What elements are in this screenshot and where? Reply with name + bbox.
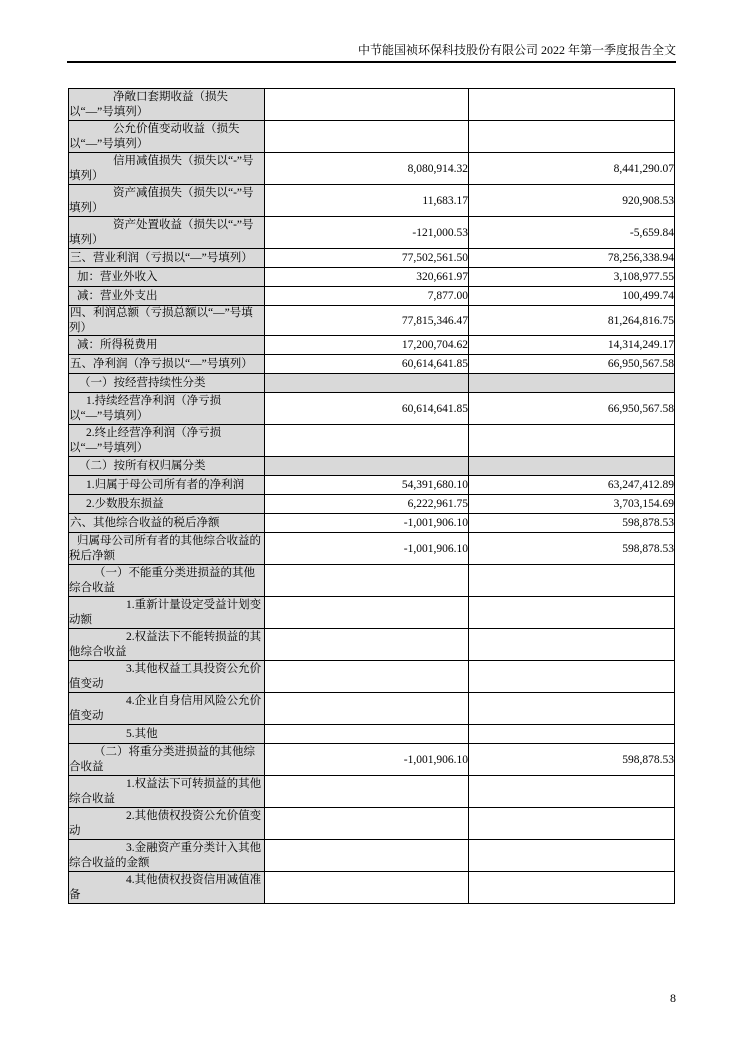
report-title: 中节能国祯环保科技股份有限公司 2022 年第一季度报告全文 (357, 43, 676, 57)
row-label: 2.终止经营净利润（净亏损以“—”号填列） (69, 427, 222, 454)
row-label-cell (69, 808, 265, 840)
row-label-cell (69, 514, 265, 533)
row-label-cell (69, 457, 265, 476)
row-value-prior-period: 81,264,816.75 (469, 306, 675, 336)
table-row (69, 336, 675, 355)
row-label: 四、利润总额（亏损总额以“—”号填列） (69, 307, 253, 334)
row-value-current-period (265, 597, 469, 629)
row-label-cell (69, 744, 265, 776)
row-label-cell (69, 425, 265, 457)
row-value-current-period (265, 840, 469, 872)
row-label-cell (69, 597, 265, 629)
row-value-current-period: 77,502,561.50 (265, 249, 469, 268)
table-row (69, 287, 675, 306)
row-value-prior-period (469, 661, 675, 693)
row-value-current-period (265, 565, 469, 597)
row-value-current-period (265, 629, 469, 661)
table-row (69, 744, 675, 776)
row-label: 4.其他债权投资信用减值准备 (69, 874, 262, 901)
row-value-current-period: 6,222,961.75 (265, 495, 469, 514)
row-label: 资产处置收益（损失以“-”号填列） (69, 219, 254, 246)
row-value-current-period (265, 776, 469, 808)
table-row (69, 597, 675, 629)
row-label-cell (69, 306, 265, 336)
table-row (69, 121, 675, 153)
table-row (69, 268, 675, 287)
row-value-prior-period (469, 457, 675, 476)
table-row (69, 476, 675, 495)
row-label-cell (69, 495, 265, 514)
row-value-current-period: 77,815,346.47 (265, 306, 469, 336)
row-value-current-period: 60,614,641.85 (265, 355, 469, 374)
row-value-current-period (265, 89, 469, 121)
row-label: 2.少数股东损益 (86, 497, 164, 510)
row-value-prior-period: 3,108,977.55 (469, 268, 675, 287)
table-row (69, 725, 675, 744)
table-row (69, 565, 675, 597)
table-row (69, 185, 675, 217)
row-value-prior-period: 66,950,567.58 (469, 393, 675, 425)
table-row (69, 425, 675, 457)
row-label-cell (69, 153, 265, 185)
row-label: 1.重新计量设定受益计划变动额 (69, 599, 262, 626)
row-label: （二）将重分类进损益的其他综合收益 (69, 746, 255, 773)
row-label-cell (69, 249, 265, 268)
row-value-prior-period (469, 693, 675, 725)
row-label: 资产减值损失（损失以“-”号填列） (69, 187, 254, 214)
row-label: 减：所得税费用 (77, 338, 158, 351)
table-row (69, 808, 675, 840)
row-label: 净敞口套期收益（损失以“—”号填列） (69, 91, 228, 118)
financial-table (68, 88, 675, 904)
table-row (69, 306, 675, 336)
row-label-cell (69, 840, 265, 872)
row-value-prior-period: 598,878.53 (469, 514, 675, 533)
row-label: 2.权益法下不能转损益的其他综合收益 (69, 631, 262, 658)
table-row (69, 629, 675, 661)
table-row (69, 355, 675, 374)
row-label: 公允价值变动收益（损失以“—”号填列） (69, 123, 240, 150)
row-value-current-period: 8,080,914.32 (265, 153, 469, 185)
row-label-cell (69, 89, 265, 121)
row-value-current-period: 7,877.00 (265, 287, 469, 306)
row-value-prior-period: 920,908.53 (469, 185, 675, 217)
row-label: 3.金融资产重分类计入其他综合收益的金额 (69, 842, 262, 869)
row-value-prior-period: 598,878.53 (469, 744, 675, 776)
table-row (69, 374, 675, 393)
header-rule (67, 61, 676, 63)
row-value-prior-period (469, 776, 675, 808)
row-label: 归属母公司所有者的其他综合收益的税后净额 (69, 535, 261, 562)
table-row (69, 872, 675, 904)
row-value-prior-period (469, 597, 675, 629)
row-label: 1.权益法下可转损益的其他综合收益 (69, 778, 262, 805)
row-label: 五、净利润（净亏损以“—”号填列） (70, 357, 253, 370)
row-value-prior-period (469, 565, 675, 597)
table-row (69, 393, 675, 425)
row-value-current-period: -1,001,906.10 (265, 744, 469, 776)
row-value-prior-period: 100,499.74 (469, 287, 675, 306)
table-row (69, 693, 675, 725)
row-label-cell (69, 355, 265, 374)
row-label-cell (69, 121, 265, 153)
table-row (69, 153, 675, 185)
row-label: 2.其他债权投资公允价值变动 (69, 810, 262, 837)
row-label: 3.其他权益工具投资公允价值变动 (69, 663, 262, 690)
row-value-current-period (265, 872, 469, 904)
row-label-cell (69, 661, 265, 693)
row-value-prior-period (469, 374, 675, 393)
row-value-current-period (265, 808, 469, 840)
row-value-current-period: -1,001,906.10 (265, 533, 469, 565)
row-label: 减：营业外支出 (77, 289, 158, 302)
row-label: 加：营业外收入 (77, 270, 158, 283)
row-value-prior-period (469, 808, 675, 840)
table-row (69, 840, 675, 872)
row-label-cell (69, 268, 265, 287)
row-label-cell (69, 725, 265, 744)
table-row (69, 776, 675, 808)
row-label-cell (69, 533, 265, 565)
row-value-current-period (265, 661, 469, 693)
row-label-cell (69, 217, 265, 249)
row-value-current-period: -121,000.53 (265, 217, 469, 249)
row-value-current-period (265, 121, 469, 153)
row-label: 5.其他 (126, 727, 158, 740)
row-label-cell (69, 872, 265, 904)
row-value-prior-period: 598,878.53 (469, 533, 675, 565)
row-label: （二）按所有权归属分类 (79, 459, 206, 472)
row-label-cell (69, 629, 265, 661)
table-row (69, 89, 675, 121)
row-label: 六、其他综合收益的税后净额 (70, 516, 220, 529)
row-value-prior-period (469, 425, 675, 457)
page-number: 8 (670, 991, 676, 1005)
row-label-cell (69, 776, 265, 808)
row-value-prior-period: 78,256,338.94 (469, 249, 675, 268)
table-row (69, 533, 675, 565)
row-value-prior-period (469, 629, 675, 661)
table-row (69, 514, 675, 533)
row-label: 1.归属于母公司所有者的净利润 (86, 478, 245, 491)
row-value-prior-period (469, 872, 675, 904)
table-row (69, 661, 675, 693)
row-label: 1.持续经营净利润（净亏损以“—”号填列） (69, 395, 222, 422)
row-label-cell (69, 374, 265, 393)
row-value-prior-period: 66,950,567.58 (469, 355, 675, 374)
row-value-current-period: 54,391,680.10 (265, 476, 469, 495)
row-value-prior-period (469, 89, 675, 121)
row-label: 4.企业自身信用风险公允价值变动 (69, 695, 262, 722)
row-label: （一）按经营持续性分类 (79, 376, 206, 389)
row-value-current-period: 320,661.97 (265, 268, 469, 287)
row-value-prior-period (469, 840, 675, 872)
row-value-current-period: -1,001,906.10 (265, 514, 469, 533)
row-value-current-period: 11,683.17 (265, 185, 469, 217)
table-row (69, 249, 675, 268)
row-label-cell (69, 336, 265, 355)
row-label-cell (69, 393, 265, 425)
table-row (69, 495, 675, 514)
row-value-current-period: 17,200,704.62 (265, 336, 469, 355)
row-label-cell (69, 565, 265, 597)
row-value-current-period (265, 425, 469, 457)
table-row (69, 217, 675, 249)
row-value-prior-period (469, 725, 675, 744)
table-row (69, 457, 675, 476)
financial-table-body (69, 89, 675, 904)
row-value-prior-period: 8,441,290.07 (469, 153, 675, 185)
row-label: 三、营业利润（亏损以“—”号填列） (70, 251, 253, 264)
row-label-cell (69, 476, 265, 495)
row-value-current-period (265, 693, 469, 725)
row-label: 信用减值损失（损失以“-”号填列） (69, 155, 254, 182)
row-value-prior-period: 14,314,249.17 (469, 336, 675, 355)
row-value-prior-period (469, 121, 675, 153)
row-value-prior-period: -5,659.84 (469, 217, 675, 249)
row-value-current-period (265, 725, 469, 744)
row-label-cell (69, 185, 265, 217)
row-label-cell (69, 287, 265, 306)
row-value-current-period (265, 457, 469, 476)
row-label: （一）不能重分类进损益的其他综合收益 (69, 567, 255, 594)
row-value-current-period (265, 374, 469, 393)
row-label-cell (69, 693, 265, 725)
row-value-prior-period: 3,703,154.69 (469, 495, 675, 514)
row-value-current-period: 60,614,641.85 (265, 393, 469, 425)
row-value-prior-period: 63,247,412.89 (469, 476, 675, 495)
